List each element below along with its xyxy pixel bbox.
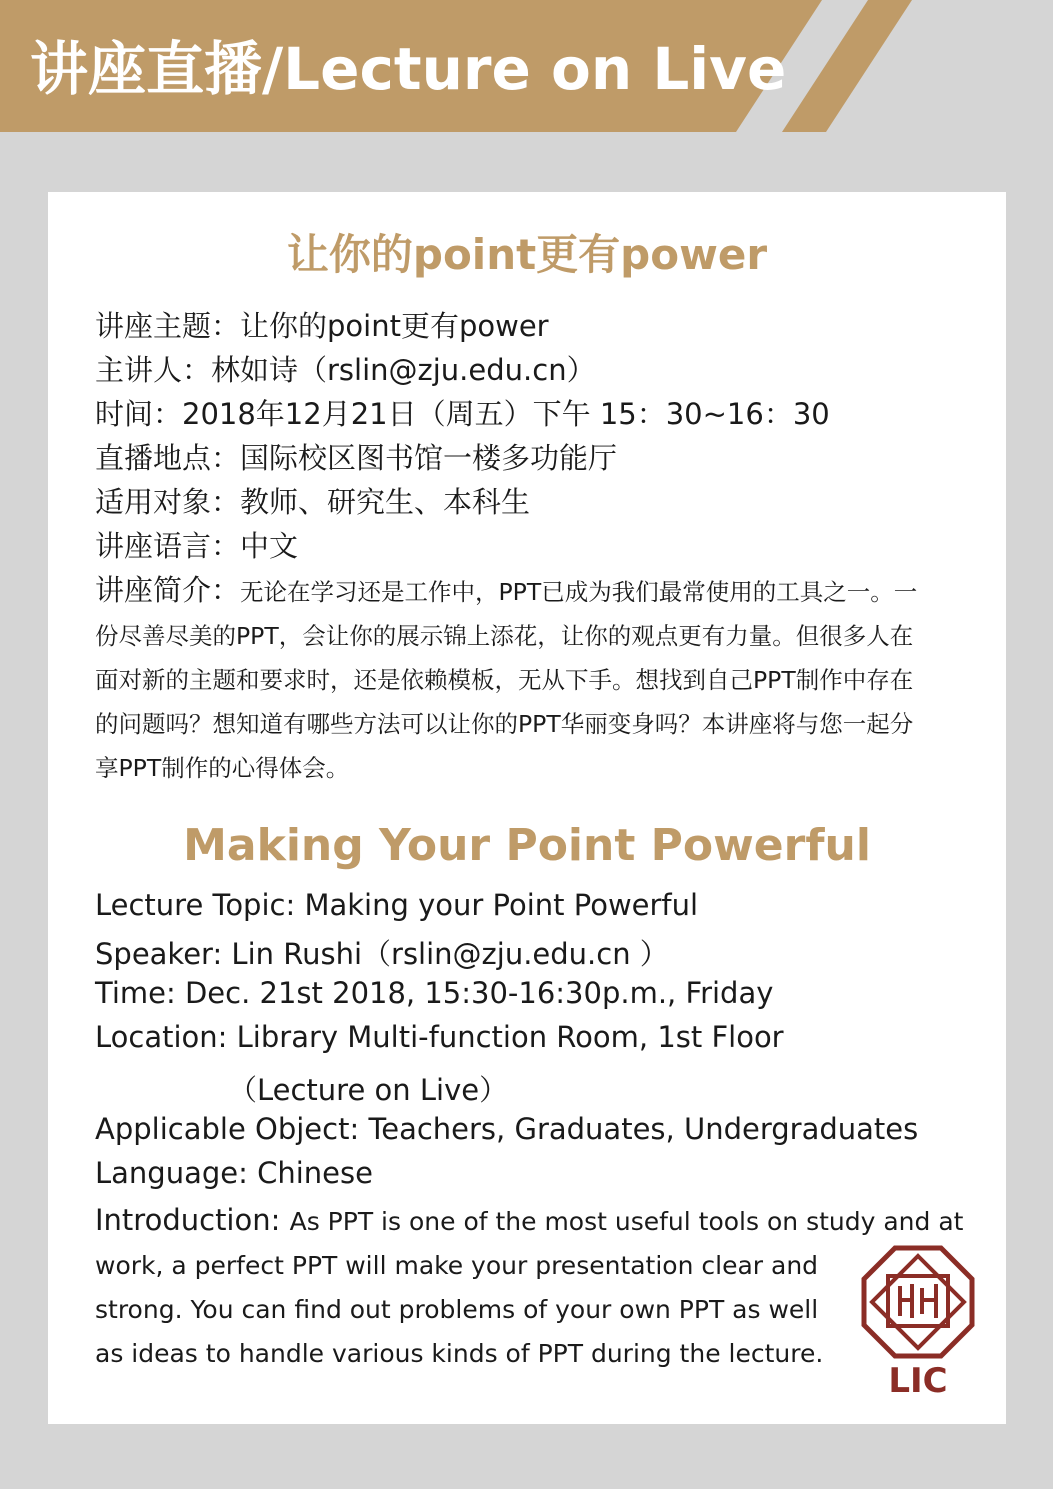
chinese-location: 直播地点：国际校区图书馆一楼多功能厅 [95, 441, 618, 475]
chinese-topic: 讲座主题：让你的point更有power [95, 309, 549, 343]
english-intro-line: As PPT is one of the most useful tools on study and at [289, 1207, 964, 1236]
chinese-language: 讲座语言：中文 [95, 529, 299, 563]
chinese-intro-line: 面对新的主题和要求时，还是依赖模板，无从下手。想找到自己PPT制作中存在 [95, 666, 914, 694]
banner-title: 讲座直播/Lecture on Live [30, 35, 787, 103]
english-heading: Making Your Point Powerful [183, 820, 871, 871]
lic-logo-text: LIC [888, 1361, 948, 1398]
english-introduction [95, 1198, 975, 1376]
english-location-note: （Lecture on Live） [228, 1073, 509, 1107]
english-intro-line: work, a perfect PPT will make your presentation clear and [95, 1251, 819, 1280]
chinese-introduction [95, 568, 975, 790]
english-topic: Lecture Topic: Making your Point Powerful [95, 888, 699, 922]
english-intro-label: Introduction: [95, 1203, 290, 1237]
english-intro-line: strong. You can find out problems of your own PPT as well [95, 1295, 819, 1324]
english-audience: Applicable Object: Teachers, Graduates, Undergraduates [95, 1112, 919, 1146]
chinese-intro-line: 享PPT制作的心得体会。 [95, 754, 350, 782]
english-time: Time: Dec. 21st 2018, 15:30-16:30p.m., Friday [95, 976, 774, 1010]
chinese-intro-line: 的问题吗？想知道有哪些方法可以让你的PPT华丽变身吗？本讲座将与您一起分 [95, 710, 914, 738]
chinese-intro-line: 份尽善尽美的PPT，会让你的展示锦上添花，让你的观点更有力量。但很多人在 [95, 622, 914, 650]
chinese-speaker: 主讲人：林如诗（rslin@zju.edu.cn） [95, 353, 596, 387]
english-intro-line: as ideas to handle various kinds of PPT during the lecture. [95, 1339, 824, 1368]
english-location: Location: Library Multi-function Room, 1st Floor [95, 1020, 784, 1054]
chinese-intro-line: 无论在学习还是工作中，PPT已成为我们最常使用的工具之一。一 [240, 578, 918, 606]
chinese-time: 时间：2018年12月21日（周五）下午 15：30~16：30 [95, 397, 830, 431]
lecture-card [48, 192, 1006, 1424]
chinese-heading: 让你的point更有power [286, 230, 768, 279]
lic-logo [860, 1244, 976, 1398]
lic-emblem-icon [864, 1248, 972, 1356]
chinese-audience: 适用对象：教师、研究生、本科生 [95, 485, 531, 519]
chinese-intro-label: 讲座简介： [95, 573, 241, 607]
english-language: Language: Chinese [95, 1156, 373, 1190]
english-speaker: Speaker: Lin Rushi（rslin@zju.edu.cn ） [95, 937, 669, 971]
